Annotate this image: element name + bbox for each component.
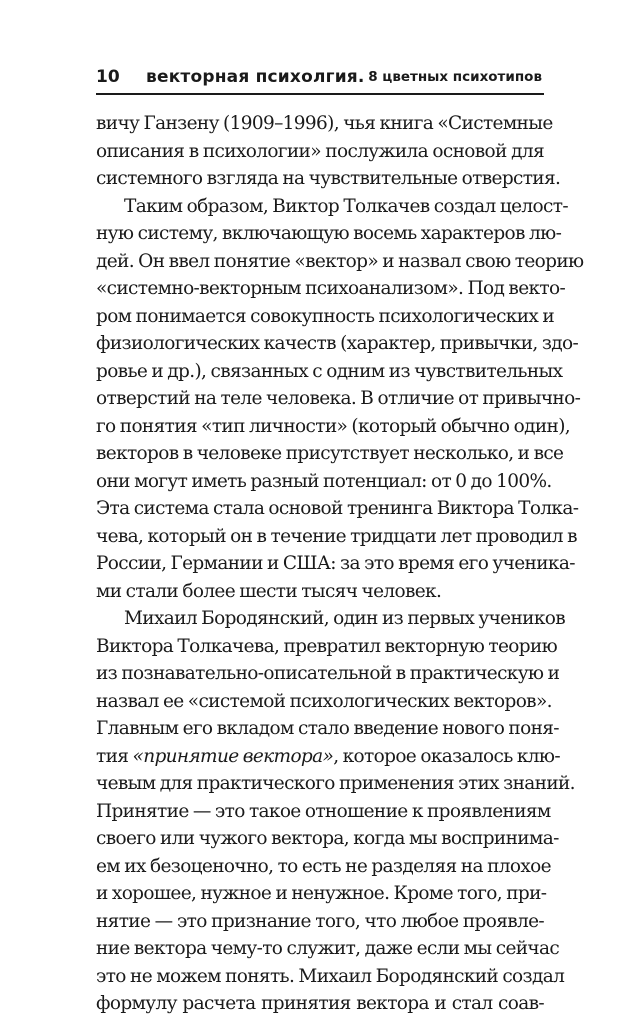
text-line: дей. Он ввел понятие «вектор» и назвал свою теорию [96,250,584,272]
text-line: Главным его вкладом стало введение нового поня- [96,718,559,739]
text-line: нятие — это признание того, что любое проявле- [96,910,544,932]
book-subtitle: 8 цветных психотипов [368,69,542,85]
paragraph [96,110,561,193]
text-line: ем их безоценочно, то есть не разделяя на плохое [96,855,551,877]
text-line: ром понимается совокупность психологических и [96,305,555,327]
running-head [96,65,544,95]
text-line: это не можем понять. Михаил Бородянский создал [96,965,565,987]
text-line: России, Германии и США: за это время его ученика- [96,553,575,574]
text-line: из познавательно-описательной в практическую и [96,663,560,684]
text-line: Виктора Толкачева, превратил векторную теорию [96,635,558,657]
paragraph [96,193,584,606]
text-line: «системно-векторным психоанализом». Под векто- [96,278,566,299]
text-line: ную систему, включающую восемь характеров лю- [96,223,562,244]
text-line: чевым для практического применения этих знаний. [96,773,575,794]
text-fragment: тия [96,745,133,767]
text-line: описания в психологии» послужила основой для [96,140,544,162]
text-line: назвал ее «системой психологических векторов». [96,690,552,712]
text-line: своего или чужого вектора, когда мы воспринима- [96,828,559,849]
text-line: чева, который он в течение тридцати лет проводил в [96,525,577,547]
text-line: Таким образом, Виктор Толкачев создал целост- [124,195,568,217]
text-line: и хорошее, нужное и ненужное. Кроме того, при- [96,883,547,904]
text-line: они могут иметь разный потенциал: от 0 до 100%. [96,470,552,492]
text-line: Эта система стала основой тренинга Виктора Толка- [96,498,579,519]
text-line-with-emphasis [96,743,560,771]
page-number: 10 [96,67,120,87]
text-line: Принятие — это такое отношение к проявлениям [96,800,551,822]
text-line: вичу Ганзену (1909–1996), чья книга «Системные [96,113,553,134]
book-title: векторная психолгия. [146,67,365,87]
text-line: ние вектора чему-то служит, даже если мы сейчас [96,938,560,959]
text-line: ровье и др.), связанных с одним из чувствительных [96,360,563,382]
text-fragment: , которое оказалось клю- [333,745,560,767]
text-line: системного взгляда на чувствительные отверстия. [96,168,561,189]
text-line: Михаил Бородянский, один из первых учеников [124,608,565,629]
text-line: физиологических качеств (характер, привычки, здо- [96,333,579,354]
emphasized-term: «принятие вектора» [132,745,334,767]
text-line: го понятия «тип личности» (который обычно один), [96,415,571,437]
text-line: векторов в человеке присутствует несколько, и все [96,443,564,464]
text-line: формулу расчета принятия вектора и стал соав- [96,993,544,1014]
paragraph [96,605,575,1018]
text-line: ми стали более шести тысяч человек. [96,580,442,602]
text-line: отверстий на теле человека. В отличие от привычно- [96,388,581,409]
body-text [96,110,584,1018]
